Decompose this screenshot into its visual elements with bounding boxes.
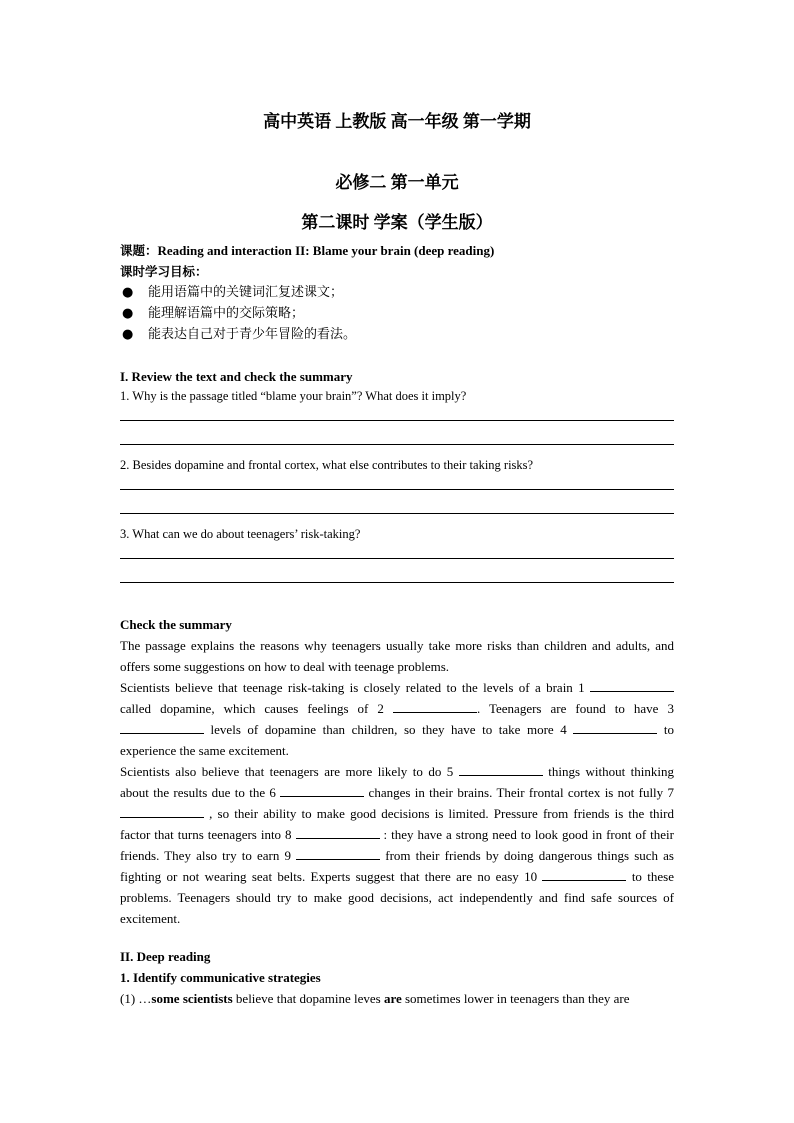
summary-paragraph-1: The passage explains the reasons why teenagers usually take more risks than children and adults, and offers some suggestions on how to deal with teenage problems. xyxy=(120,638,674,674)
objective-item: ● 能表达自己对于青少年冒险的看法。 xyxy=(120,324,674,345)
unit-header: 必修二 第一单元 xyxy=(335,173,459,192)
blank-5[interactable] xyxy=(459,763,543,776)
topic-label: 课题： xyxy=(120,243,158,258)
bullet-icon: ● xyxy=(122,285,134,300)
blank-7[interactable] xyxy=(120,805,204,818)
question-1: 1. Why is the passage titled “blame your brain”? What does it imply? xyxy=(120,389,467,403)
question-2: 2. Besides dopamine and frontal cortex, what else contributes to their taking risks? xyxy=(120,458,534,472)
bullet-icon: ● xyxy=(122,327,134,342)
objectives-label: 课时学习目标： xyxy=(120,264,208,279)
answer-line[interactable] xyxy=(120,444,674,445)
summary-paragraph-3: Scientists also believe that teenagers are more likely to do 5 things without thinking about the results due to the 6 changes in their brains. Their frontal cortex is not fully 7 , so their ability to make good decisions is limited. Pressure from friends is the third factor that turns teenagers into 8 : they have a strong need to look good in front of their friends. They also try to earn 9 from their friends by doing dangerous things such as fighting or not wearing seat belts. Experts suggest that there are no easy 10 to these problems. Teenagers should try to make good decisions, act independently and find safe sources of excitement. xyxy=(120,764,674,926)
question-3: 3. What can we do about teenagers’ risk-taking? xyxy=(120,527,361,541)
blank-4[interactable] xyxy=(573,721,657,734)
objective-item: ● 能用语篇中的关键词汇复述课文； xyxy=(120,282,674,303)
course-header: 高中英语 上教版 高一年级 第一学期 xyxy=(263,112,531,131)
objectives-list xyxy=(120,282,674,345)
section1-heading: I. Review the text and check the summary xyxy=(120,369,353,384)
answer-line[interactable] xyxy=(120,420,674,421)
summary-section xyxy=(120,614,674,929)
bullet-icon: ● xyxy=(122,306,134,321)
blank-9[interactable] xyxy=(296,847,380,860)
summary-paragraph-2: Scientists believe that teenage risk-taking is closely related to the levels of a brain 1 called dopamine, which causes feelings of 2 . Teenagers are found to have 3 levels of dopamine than children, so they have to take more 4 to experience the same excitement. xyxy=(120,680,674,758)
answer-line[interactable] xyxy=(120,489,674,490)
strategy-item-1: (1) …some scientists believe that dopamine leves are sometimes lower in teenagers than they are xyxy=(120,991,630,1006)
blank-3[interactable] xyxy=(120,721,204,734)
objective-item: ● 能理解语篇中的交际策略； xyxy=(120,303,674,324)
objectives xyxy=(120,261,674,345)
answer-line[interactable] xyxy=(120,513,674,514)
blank-10[interactable] xyxy=(542,868,626,881)
answer-line[interactable] xyxy=(120,558,674,559)
blank-2[interactable] xyxy=(393,700,477,713)
blank-6[interactable] xyxy=(280,784,364,797)
summary-heading: Check the summary xyxy=(120,617,232,632)
blank-1[interactable] xyxy=(590,679,674,692)
lesson-header: 第二课时 学案（学生版） xyxy=(301,213,493,232)
section2-subheading: 1. Identify communicative strategies xyxy=(120,970,321,985)
topic-line xyxy=(120,240,674,261)
section2-heading: II. Deep reading xyxy=(120,949,211,964)
blank-8[interactable] xyxy=(296,826,380,839)
topic-text: Reading and interaction II: Blame your brain (deep reading) xyxy=(157,243,495,258)
answer-line[interactable] xyxy=(120,582,674,583)
